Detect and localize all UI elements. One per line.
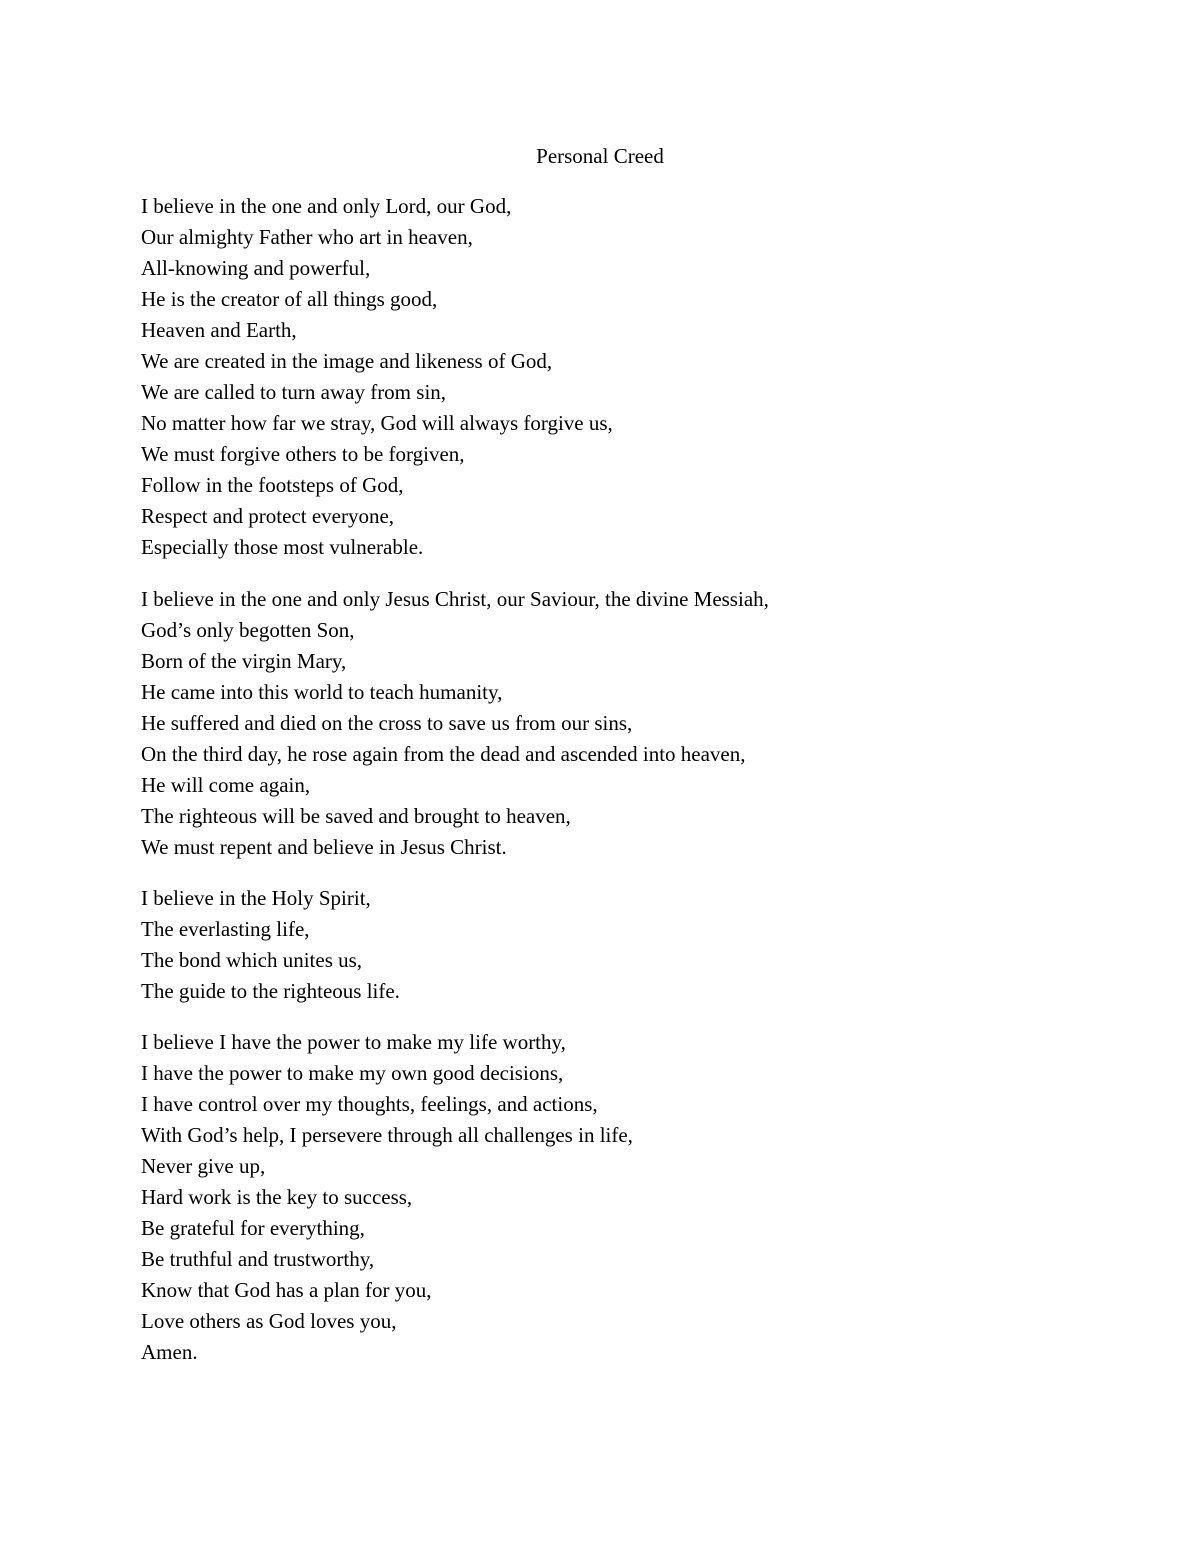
creed-line: Especially those most vulnerable. bbox=[141, 535, 424, 559]
creed-line: We are created in the image and likeness of God, bbox=[141, 349, 553, 373]
creed-line: Be truthful and trustworthy, bbox=[141, 1247, 375, 1271]
creed-line: On the third day, he rose again from the dead and ascended into heaven, bbox=[141, 742, 746, 766]
creed-line: I believe in the one and only Jesus Christ, our Saviour, the divine Messiah, bbox=[141, 587, 769, 611]
creed-line: Love others as God loves you, bbox=[141, 1309, 397, 1333]
creed-line: Hard work is the key to success, bbox=[141, 1185, 413, 1209]
creed-line: He came into this world to teach humanity, bbox=[141, 680, 503, 704]
stanza-jesus-christ bbox=[141, 584, 769, 863]
creed-line: Follow in the footsteps of God, bbox=[141, 473, 404, 497]
creed-line: Born of the virgin Mary, bbox=[141, 649, 347, 673]
creed-line: God’s only begotten Son, bbox=[141, 618, 355, 642]
page-title: Personal Creed bbox=[536, 144, 664, 168]
creed-line: We must repent and believe in Jesus Christ. bbox=[141, 835, 507, 859]
creed-line: With God’s help, I persevere through all challenges in life, bbox=[141, 1123, 633, 1147]
creed-line: I have the power to make my own good decisions, bbox=[141, 1061, 564, 1085]
creed-line: I believe in the Holy Spirit, bbox=[141, 886, 371, 910]
stanza-holy-spirit bbox=[141, 883, 400, 1007]
creed-line: The guide to the righteous life. bbox=[141, 979, 400, 1003]
creed-line: All-knowing and powerful, bbox=[141, 256, 371, 280]
creed-line: Our almighty Father who art in heaven, bbox=[141, 225, 473, 249]
creed-line: We are called to turn away from sin, bbox=[141, 380, 447, 404]
stanza-personal-beliefs bbox=[141, 1027, 633, 1368]
creed-line: The everlasting life, bbox=[141, 917, 310, 941]
creed-line: Be grateful for everything, bbox=[141, 1216, 365, 1240]
stanza-god-the-father bbox=[141, 191, 613, 563]
creed-line: He suffered and died on the cross to save us from our sins, bbox=[141, 711, 633, 735]
creed-line: I believe I have the power to make my life worthy, bbox=[141, 1030, 566, 1054]
creed-line: I have control over my thoughts, feelings, and actions, bbox=[141, 1092, 598, 1116]
creed-line: I believe in the one and only Lord, our God, bbox=[141, 194, 512, 218]
creed-line: He is the creator of all things good, bbox=[141, 287, 438, 311]
creed-line: Know that God has a plan for you, bbox=[141, 1278, 432, 1302]
creed-line: No matter how far we stray, God will always forgive us, bbox=[141, 411, 613, 435]
creed-line: Amen. bbox=[141, 1340, 198, 1364]
creed-line: We must forgive others to be forgiven, bbox=[141, 442, 465, 466]
creed-line: He will come again, bbox=[141, 773, 311, 797]
creed-line: Never give up, bbox=[141, 1154, 266, 1178]
creed-line: Heaven and Earth, bbox=[141, 318, 297, 342]
creed-line: Respect and protect everyone, bbox=[141, 504, 395, 528]
creed-line: The bond which unites us, bbox=[141, 948, 363, 972]
creed-line: The righteous will be saved and brought to heaven, bbox=[141, 804, 571, 828]
